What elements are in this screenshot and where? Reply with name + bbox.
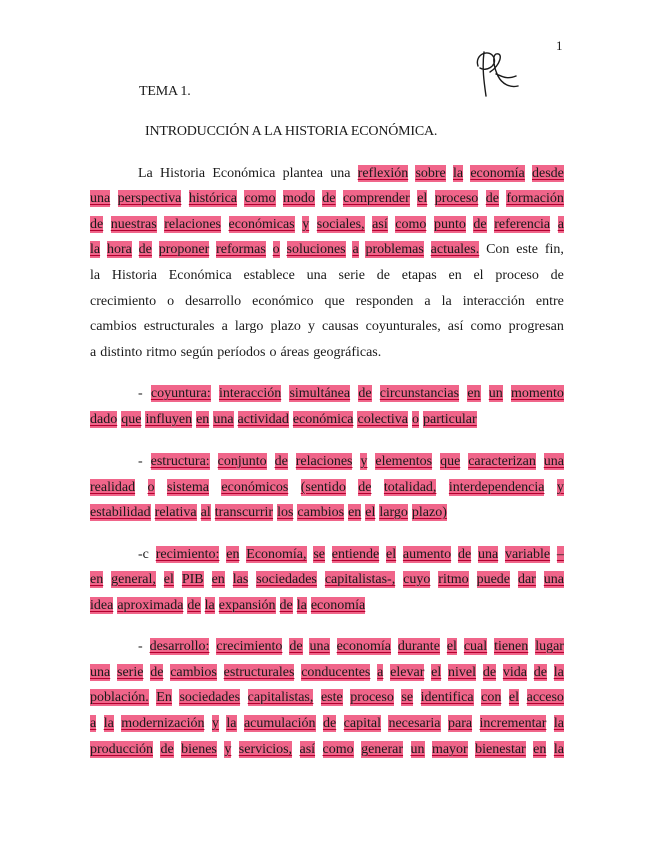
text-line: a la modernización y la acumulación de capital necesaria para incrementar la bbox=[90, 716, 564, 731]
text-line: una perspectiva histórica como modo de comprender el proceso de formación bbox=[90, 191, 564, 206]
topic-label: TEMA 1. bbox=[139, 84, 191, 99]
text-line: la Historia Económica establece una serie de etapas en el proceso de bbox=[90, 268, 564, 283]
text-line: en general, el PIB en las sociedades capitalistas-, cuyo ritmo puede dar una bbox=[90, 572, 564, 587]
text-line: una serie de cambios estructurales conducentes a elevar el nivel de vida de la bbox=[90, 665, 564, 680]
page-number: 1 bbox=[556, 38, 563, 53]
text-line: de nuestras relaciones económicas y sociales, así como punto de referencia a bbox=[90, 217, 564, 232]
signature-icon bbox=[472, 46, 520, 98]
text-line: La Historia Económica plantea una reflexión sobre la economía desde bbox=[138, 166, 564, 181]
text-line: estabilidad relativa al transcurrir los cambios en el largo plazo) bbox=[90, 505, 447, 520]
text-line: cambios estructurales a largo plazo y causas coyunturales, así como progresan bbox=[90, 319, 564, 334]
text-line: crecimiento o desarrollo económico que responden a la interacción entre bbox=[90, 294, 564, 309]
text-line: población. En sociedades capitalistas, este proceso se identifica con el acceso bbox=[90, 690, 564, 705]
text-line: -c recimiento: en Economía, se entiende el aumento de una variable – bbox=[138, 547, 564, 562]
text-line: dado que influyen en una actividad económica colectiva o particular bbox=[90, 412, 477, 427]
text-line: realidad o sistema económicos (sentido de totalidad, interdependencia y bbox=[90, 480, 564, 495]
text-line: idea aproximada de la expansión de la economía bbox=[90, 598, 366, 613]
document-title: INTRODUCCIÓN A LA HISTORIA ECONÓMICA. bbox=[145, 124, 438, 139]
text-line: la hora de proponer reformas o soluciones a problemas actuales. Con este fin, bbox=[90, 242, 564, 257]
text-line: producción de bienes y servicios, así como generar un mayor bienestar en la bbox=[90, 742, 564, 757]
text-line: - estructura: conjunto de relaciones y elementos que caracterizan una bbox=[138, 454, 564, 469]
text-line: - coyuntura: interacción simultánea de circunstancias en un momento bbox=[138, 386, 564, 401]
text-line: a distinto ritmo según períodos o áreas geográficas. bbox=[90, 345, 382, 360]
text-line: - desarrollo: crecimiento de una economía durante el cual tienen lugar bbox=[138, 639, 564, 654]
